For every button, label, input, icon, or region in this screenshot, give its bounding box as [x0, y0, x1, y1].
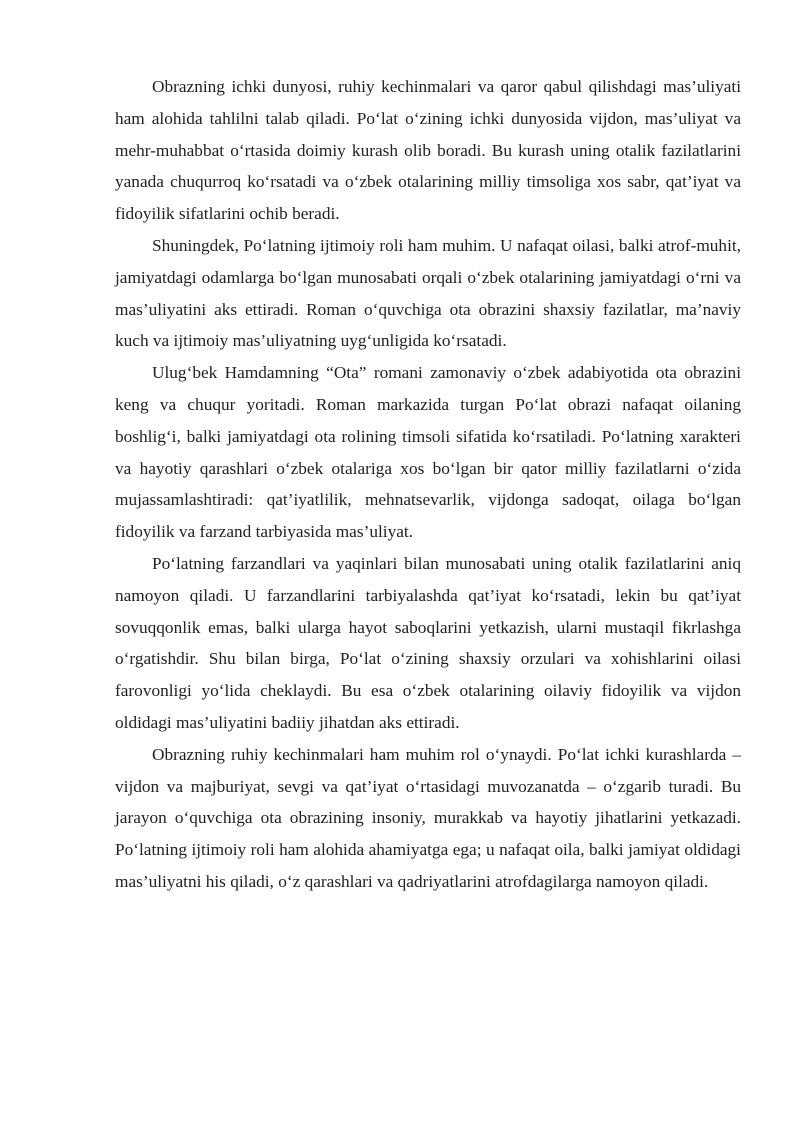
paragraph-1: Obrazning ichki dunyosi, ruhiy kechinmalari va qaror qabul qilishdagi mas’uliyati ham alohida tahlilni talab qiladi. Po‘lat o‘zining ichki dunyosida vijdon, mas’uliyat va mehr-muhabbat o‘rtasida doimiy kurash olib boradi. Bu kurash uning otalik fazilatlarini yanada chuqurroq ko‘rsatadi va o‘zbek otalarining milliy timsoliga xos sabr, qat’iyat va fidoyilik sifatlarini ochib beradi.	[115, 77, 741, 224]
paragraph-3: Ulug‘bek Hamdamning “Ota” romani zamonaviy o‘zbek adabiyotida ota obrazini keng va chuqur yoritadi. Roman markazida turgan Po‘lat obrazi nafaqat oilaning boshlig‘i, balki jamiyatdagi ota rolining timsoli sifatida ko‘rsatiladi. Po‘latning xarakteri va hayotiy qarashlari o‘zbek otalariga xos bo‘lgan bir qator milliy fazilatlarni o‘zida mujassamlashtiradi: qat’iyatlilik, mehnatsevarlik, vijdonga sadoqat, oilaga bo‘lgan fidoyilik va farzand tarbiyasida mas’uliyat.	[115, 363, 741, 542]
paragraph-4: Po‘latning farzandlari va yaqinlari bilan munosabati uning otalik fazilatlarini aniq namoyon qiladi. U farzandlarini tarbiyalashda qat’iyat ko‘rsatadi, lekin bu qat’iyat sovuqqonlik emas, balki ularga hayot saboqlarini yetkazish, ularni mustaqil fikrlashga o‘rgatishdir. Shu bilan birga, Po‘lat o‘zining shaxsiy orzulari va xohishlarini oilasi farovonligi yo‘lida cheklaydi. Bu esa o‘zbek otalarining oilaviy fidoyilik va vijdon oldidagi mas’uliyatini badiiy jihatdan aks ettiradi.	[115, 553, 741, 732]
paragraph-2: Shuningdek, Po‘latning ijtimoiy roli ham muhim. U nafaqat oilasi, balki atrof-muhit, jamiyatdagi odamlarga bo‘lgan munosabati orqali o‘zbek otalarining jamiyatdagi o‘rni va mas’uliyatini aks ettiradi. Roman o‘quvchiga ota obrazini shaxsiy fazilatlar, ma’naviy kuch va ijtimoiy mas’uliyatning uyg‘unligida ko‘rsatadi.	[115, 235, 741, 351]
document-body	[115, 71, 741, 898]
paragraph-5: Obrazning ruhiy kechinmalari ham muhim rol o‘ynaydi. Po‘lat ichki kurashlarda – vijdon va majburiyat, sevgi va qat’iyat o‘rtasidagi muvozanatda – o‘zgarib turadi. Bu jarayon o‘quvchiga ota obrazining insoniy, murakkab va hayotiy jihatlarini yetkazadi. Po‘latning ijtimoiy roli ham alohida ahamiyatga ega; u nafaqat oila, balki jamiyat oldidagi mas’uliyatni his qiladi, o‘z qarashlari va qadriyatlarini atrofdagilarga namoyon qiladi.	[115, 744, 741, 891]
